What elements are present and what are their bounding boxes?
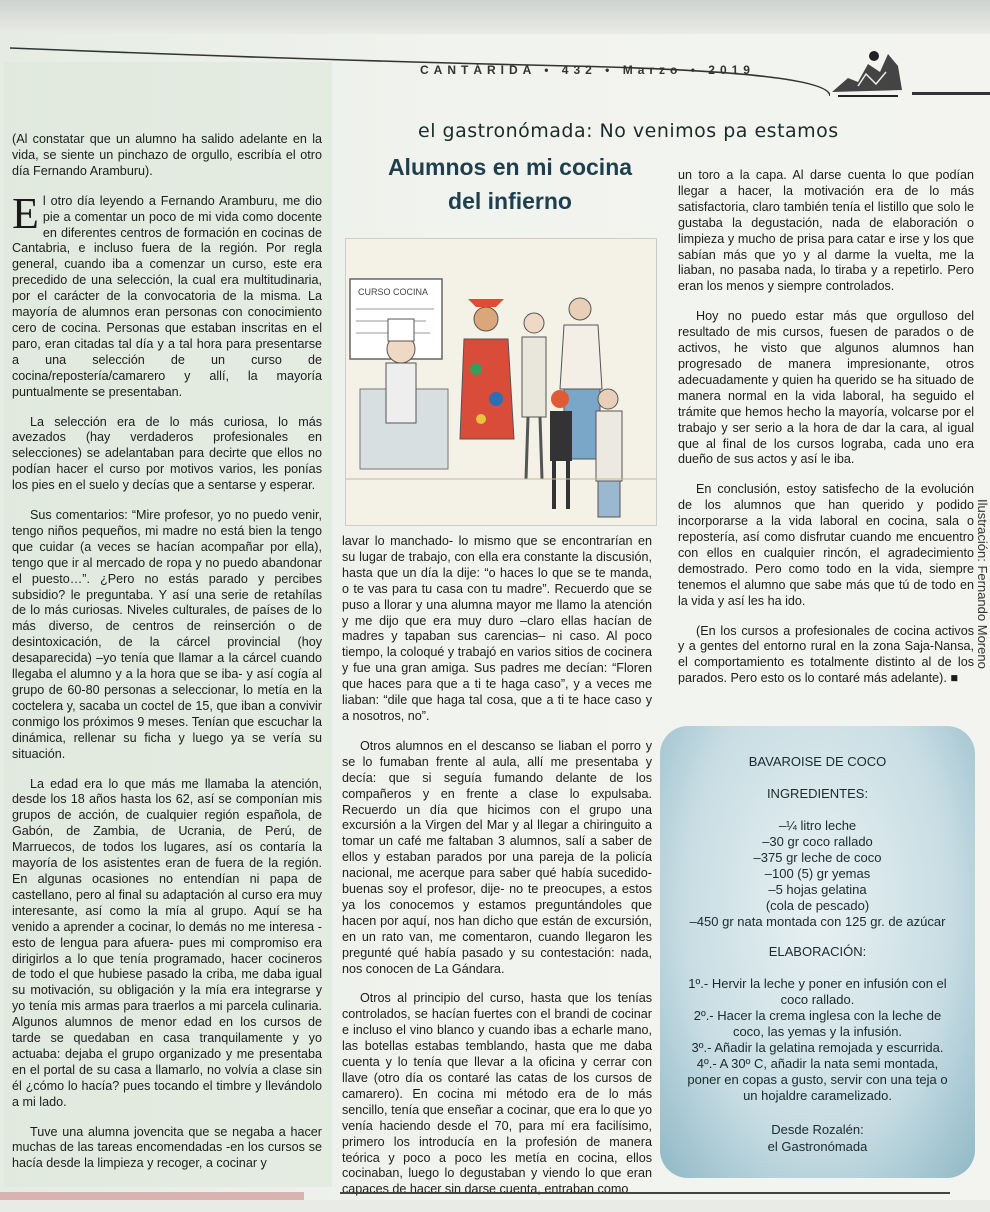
paragraph: lavar lo manchado- lo mismo que se encontrarían en su lugar de trabajo, con ella era constante la discusión, hasta que un día la dije: “o haces lo que se te manda, o te vas para tu casa con tu madre”. Recuerdo que se puso a llorar y una alumna mayor me llamo la atención y me dijo que era muy duro –claro ellas hacían de madres y tapaban sus carencias– ni caso. Al poco tiempo, la coloqué y trabajó en varios sitios de cocinera y fue una gran amiga. Sus padres me decían: “Floren que haces para que a ti te haga caso”, y a veces me liaban: “dile que haga tal cosa, que a ti te hace caso y a nosotros, no”. — [342, 534, 652, 723]
cartoon-kitchen-image — [346, 239, 656, 525]
ingredient-item: –5 hojas gelatina — [768, 882, 867, 897]
method-step: 2º.- Hacer la crema inglesa con la leche de coco, las yemas y la infusión. — [693, 1008, 942, 1039]
ingredient-item: –30 gr coco rallado — [762, 834, 873, 849]
paragraph: Otros alumnos en el descanso se liaban el porro y se lo fumaban frente al aula, allí me presentaba y decía: que si seguía fumando delante de los compañeros y en frente a clase lo expulsaba. Recuerdo un día que hicimos con el grupo una excursión a la Virgen del Mar y al llegar a chiringuito a tomar un café me faltaban 3 alumnos, salí a saber de ellos y estaban parados por una pareja de la policía nacional, me acerque para saber qué había sucedido- buenas soy el profesor, dije- no te preocupes, a estos ya los conocemos y estamos preguntándoles que hacen por aquí, nos han dicho que están de excursión, en un rato van, me comentaron, cuando llegaron les pregunté qué había pasado y su contestación: nada, nos conocen de La Gándara. — [342, 738, 652, 976]
board-label: CURSO COCINA — [358, 287, 429, 297]
ingredient-item: –¼ litro leche — [778, 818, 857, 833]
magazine-logo-icon — [828, 42, 906, 102]
recipe-box — [660, 726, 975, 1178]
column-2 — [342, 534, 652, 1212]
ingredient-item: –450 gr nata montada con 125 gr. de azúcar — [689, 914, 946, 929]
ingredient-item: (cola de pescado) — [765, 898, 870, 913]
issue-header: CANTÁRIDA • 432 • Marzo • 2019 — [420, 63, 755, 77]
paragraph: El otro día leyendo a Fernando Aramburu, me dio pie a comentar un poco de mi vida como docente en diferentes centros de formación en cocinas de Cantabria, e incluso fuera de la región. Por regla general, cuando iba a comenzar un curso, este era precedido de una selección, la cual era multitudinaria, por el carácter de la convocatoria de la misma. La mayoría de alumnos eran personas con conocimiento cero de cocina. Personas que estaban inscritas en el paro, eran citadas tal día y a tal hora para presentarse a una selección de un curso de cocina/repostería/camarero y allí, la mayoría puntualmente se presentaban. — [12, 188, 322, 399]
issue-year: 2019 — [708, 63, 755, 77]
drop-cap: E — [12, 188, 39, 238]
ingredients-heading: INGREDIENTES: — [766, 786, 869, 801]
signoff-line-1: Desde Rozalén: — [771, 1122, 864, 1137]
method-step: 4º.- A 30º C, añadir la nata semi montada, poner en copas a gusto, servir con una teja o un hojaldre caramelizado. — [687, 1056, 948, 1103]
paragraph: un toro a la capa. Al darse cuenta lo que podían llegar a hacer, la motivación era de lo más satisfactoria, claro también tenía el listillo que solo le gustaba la degustación, nada de elaboración o limpieza y mucho de prisa para catar e irse y los que sabían más que yo y al darme la vuelta, me la liaban, no pasaba nada, lo tiraba y a repetirlo. Pero eran los menos y siempre controlados. — [678, 168, 974, 294]
column-1 — [12, 132, 322, 1186]
page-top-edge — [0, 0, 990, 34]
section-title: el gastronómada: No venimos pa estamos — [418, 120, 839, 142]
paragraph: Sus comentarios: “Mire profesor, yo no puedo venir, tengo niños pequeños, mi madre no está bien la tengo que cuidar (a veces se hacían acompañar por ella), tengo que ir al mercado de ropa y no puedo abandonar el puesto…”. ¿Pero no estás parado y percibes subsidio? le preguntaba. Y así una serie de retahílas de lo más curiosas. Niveles culturales, de países de lo más diverso, de centros de reinserción o de desintoxicación, de la cárcel provincial (hoy desaparecida) –yo tenía que llamar a la cárcel cuando llegaba el alumno y a la hora que se iba- y así cogía al grupo de 60-80 personas a seleccionar, lo metía en la coctelera y, sacaba un coctel de 15, que iban a convivir conmigo los próximos 9 meses. Tenían que escuchar la dinámica, rellenar su ficha y luego ya se vería su situación. — [12, 508, 322, 761]
signoff-line-2: el Gastronómada — [767, 1139, 868, 1154]
illustration-credit: Ilustración: Fernando Moreno — [975, 499, 990, 669]
method-heading: ELABORACIÓN: — [768, 944, 867, 959]
paragraph: (En los cursos a profesionales de cocina activos y a gentes del entorno rural en la zona Saja-Nansa, el comportamiento es totalmente distinto al de los parados. Pero esto os lo contaré más adelante). ■ — [678, 623, 974, 686]
paragraph: La edad era lo que más me llamaba la atención, desde los 18 años hasta los 62, así se componían mis grupos de acción, de cualquier región española, de Gabón, de Zambia, de Ucrania, de Perú, de Marruecos, de todos los lugares, así os contaría la mayoría de los asistentes eran de fuera de la región. En algunas ocasiones no entendían ni papa de castellano, pero al final su adaptación al curso era muy interesante, así como la mía al grupo. Aquí se ha venido a aprender a cocinar, lo demás no me interesa -esto de lengua para afuera- pues mi compromiso era dirigirlos a lo que tenía programado, hacer cocineros de todo el que hubiese pasado la criba, me daba igual su motivación, su obligación y la mía era integrarse y yo tenía mis armas para traerlos a mi parcela culinaria. Algunos alumnos de menor edad en los cursos de tarde se quedaban en casa tranquilamente y yo actuaba: dejaba el grupo organizado y me presentaba en el portal de su casa a llamarlo, no volvía a clase sin él ¿cómo lo hacía? pues tocando el timbre y llevándolo a mi lado. — [12, 776, 322, 1109]
bottom-rule — [340, 1192, 950, 1202]
article-title: Alumnos en mi cocina del infierno — [387, 154, 633, 214]
epigraph: (Al constatar que un alumno ha salido adelante en la vida, se siente un pinchazo de orgullo, escribía el otro día Fernando Aramburu). — [12, 132, 322, 178]
bottom-color-bar — [0, 1192, 304, 1200]
issue-month: Marzo — [622, 63, 683, 77]
paragraph: Tuve una alumna jovencita que se negaba a hacer muchas de las tareas encomendadas -en los cursos se hacía desde la limpieza y recoger, a cocinar y — [12, 1124, 322, 1171]
method-step: 3º.- Añadir la gelatina remojada y escurrida. — [691, 1040, 944, 1055]
paragraph: Otros al principio del curso, hasta que los tenías controlados, se hacían fuertes con el brandi de cocinar e incluso el vino blanco y cuando ibas a echarle mano, las botellas estabas temblando, hasta que me daba cuenta y lo tenía que llevar a la oficina y cerrar con llave (otro día os contaré las catas de los cursos de camarero). En cocina mi método era de lo más sencillo, tenía que enseñar a cocinar, que era lo que yo venía haciendo desde el 70, para mí era facilísimo, primero los introducía en la profesión de manera teórica y poco a poco les metía en cocina, ellos cocinaban, luego lo degustaban y viendo lo que eran capaces de hacer sin darse cuenta, entraban como — [342, 991, 652, 1197]
header-bar — [912, 92, 990, 95]
paragraph: La selección era de lo más curiosa, lo más avezados (hay verdaderos profesionales en selecciones) se adelantaban para decirte que ellos no podían hacer el curso por motivos varios, les ponías los pies en el suelo y decías que a sentarse y esperar. — [12, 414, 322, 493]
recipe-title: BAVAROISE DE COCO — [748, 754, 887, 769]
magazine-name: CANTÁRIDA — [420, 63, 536, 77]
column-3 — [678, 168, 974, 701]
method-step: 1º.- Hervir la leche y poner en infusión con el coco rallado. — [688, 976, 947, 1007]
paragraph: Hoy no puedo estar más que orgulloso del resultado de mis cursos, fuesen de parados o de activos, he visto que algunos alumnos han progresado de manera impresionante, otros adecuadamente y quien ha querido se ha situado de manera normal en la vida laboral, ha seguido el trámite que hemos hecho la mayoría, volcarse por el trabajo y ser serio a la hora de dar la cara, al igual que al final de los cursos lograba, cada uno era dueño de sus actos y así le iba. — [678, 309, 974, 467]
paragraph: En conclusión, estoy satisfecho de la evolución de los alumnos que han querido y podido incorporarse a la vida laboral en cocina, sala o repostería, así como disfrutar cuando me encuentro con ellos en cualquier rincón, el agradecimiento demostrado. Pero como todo en la vida, siempre tenemos el alumno que sabe más que tú de todo en la vida y así les ha ido. — [678, 482, 974, 608]
ingredient-item: –100 (5) gr yemas — [764, 866, 871, 881]
ingredient-item: –375 gr leche de coco — [753, 850, 882, 865]
issue-number: 432 — [561, 63, 597, 77]
